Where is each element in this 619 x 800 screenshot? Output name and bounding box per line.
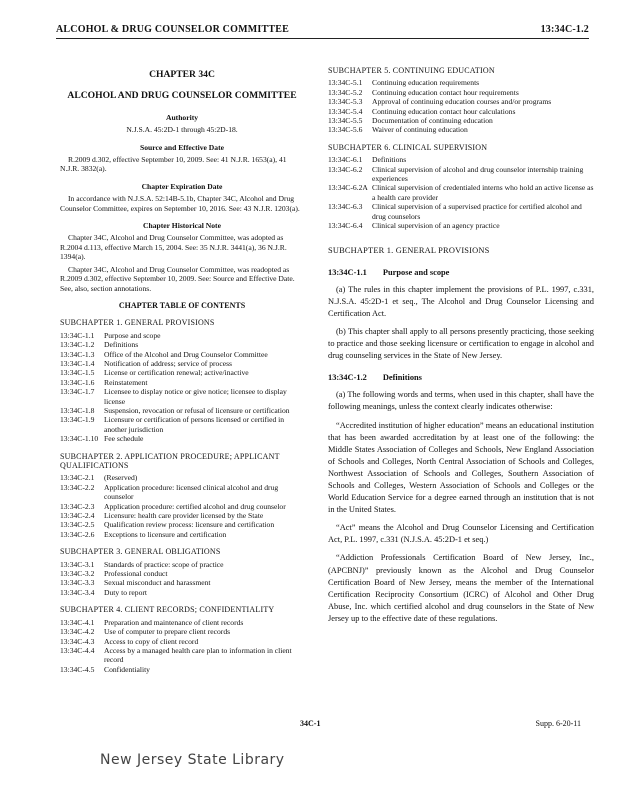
toc-entry-number: 13:34C-4.1	[60, 617, 95, 627]
toc-entry-title: Waiver of continuing education	[372, 125, 468, 135]
toc-entry-number: 13:34C-2.5	[60, 520, 95, 530]
subchapter-5-list	[328, 78, 594, 134]
definition-act: “Act” means the Alcohol and Drug Counselor Licensing and Certification Act, P.L. 1997, c.331 (N.J.S.A. 45:2D-1 et seq.)	[328, 523, 594, 545]
toc-entry-number: 13:34C-4.5	[60, 664, 95, 674]
subchapter-2-list	[60, 473, 304, 539]
toc-entry-title: Purpose and scope	[104, 330, 161, 340]
toc-entry	[328, 202, 594, 221]
toc-entry	[60, 340, 304, 349]
toc-entry-title: Confidentiality	[104, 664, 150, 674]
section-1-1-a: (a) The rules in this chapter implement the provisions of P.L. 1997, c.331, N.J.S.A. 45:2D-1 et seq., The Alcohol and Drug Counselor Licensing and Certification Act.	[328, 284, 594, 318]
header-title: ALCOHOL & DRUG COUNSELOR COMMITTEE	[56, 24, 289, 35]
toc-entry	[328, 116, 594, 125]
toc-entry	[328, 97, 594, 106]
subchapter-2-heading: SUBCHAPTER 2. APPLICATION PROCEDURE; APPLICANT QUALIFICATIONS	[60, 451, 280, 470]
section-1-2-heading	[328, 372, 594, 384]
toc-entry-number: 13:34C-2.3	[60, 501, 95, 511]
toc-entry	[60, 359, 304, 368]
toc-entry	[60, 502, 304, 511]
subchapter-1-heading: SUBCHAPTER 1. GENERAL PROVISIONS	[60, 318, 215, 328]
toc-entry	[60, 569, 304, 578]
header-section: 13:34C-1.2	[540, 24, 589, 35]
toc-entry-title: Clinical supervision of an agency practice	[372, 221, 500, 231]
toc-entry-title: License or certification renewal; active/inactive	[104, 368, 249, 378]
toc-entry	[60, 588, 304, 597]
supplement-date: Supp. 6-20-11	[535, 719, 581, 728]
toc-entry-number: 13:34C-6.2A	[328, 183, 368, 193]
toc-entry-number: 13:34C-1.8	[60, 405, 95, 415]
toc-entry	[60, 627, 304, 636]
toc-entry	[328, 107, 594, 116]
toc-entry	[60, 637, 304, 646]
toc-entry-title: Fee schedule	[104, 434, 144, 444]
toc-entry	[328, 183, 594, 202]
toc-entry	[60, 530, 304, 539]
section-1-2-title: Definitions	[382, 373, 422, 383]
expiration-heading: Chapter Expiration Date	[141, 181, 223, 191]
toc-entry	[60, 368, 304, 377]
subchapter-4-heading: SUBCHAPTER 4. CLIENT RECORDS; CONFIDENTIALITY	[60, 605, 275, 615]
toc-entry	[60, 665, 304, 674]
subchapter-1-list	[60, 331, 304, 444]
toc-entry-title: Preparation and maintenance of client records	[104, 617, 244, 627]
toc-entry-title: Approval of continuing education courses and/or programs	[372, 97, 552, 107]
toc-entry-number: 13:34C-4.3	[60, 636, 95, 646]
toc-entry	[60, 331, 304, 340]
toc-entry-title: Continuing education requirements	[372, 78, 480, 88]
toc-entry	[60, 578, 304, 587]
historical-note-heading: Chapter Historical Note	[143, 221, 221, 231]
right-column	[328, 66, 594, 628]
toc-entry	[328, 88, 594, 97]
toc-entry-title: Sexual misconduct and harassment	[104, 578, 211, 588]
toc-entry-number: 13:34C-5.6	[328, 125, 363, 135]
toc-entry-title: Suspension, revocation or refusal of licensure or certification	[104, 405, 290, 415]
toc-entry-title: Licensure: health care provider licensed by the State	[104, 511, 264, 521]
toc-entry	[60, 406, 304, 415]
toc-entry-title: Access by a managed health care plan to information in client record	[104, 645, 292, 665]
toc-entry	[328, 165, 594, 184]
toc-entry-title: Duty to report	[104, 587, 148, 597]
page-number: 34C-1	[300, 719, 321, 728]
section-1-1-heading	[328, 267, 594, 279]
toc-entry	[60, 618, 304, 627]
toc-entry-number: 13:34C-3.1	[60, 559, 95, 569]
authority-text: N.J.S.A. 45:2D-1 through 45:2D-18.	[126, 125, 238, 135]
toc-entry	[60, 378, 304, 387]
running-header	[56, 24, 589, 35]
toc-entry	[328, 125, 594, 134]
toc-entry-title: Licensure or certification of persons licensed or certified in another jurisdiction	[104, 415, 285, 434]
definition-accredited-institution: “Accredited institution of higher education” means an educational institution that has been awarded accreditation by at least one of the following: the Middle States Association of Colleges and Schools, New England Association of Schools and Colleges, North Central Association of Schools and Colleges, Northwest Association of Schools and Colleges, Southern Association of Schools and Colleges, Western Association of Schools and Colleges or the World Education Service for a degree earned through an institution that is not in the United States.	[328, 420, 594, 515]
toc-entry-number: 13:34C-4.2	[60, 627, 95, 637]
expiration-text: In accordance with N.J.S.A. 52:14B-5.1b, Chapter 34C, Alcohol and Drug Counselor Committee, expires on September 10, 2016. See: 43 N.J.R. 1203(a).	[60, 194, 300, 213]
toc-entry-number: 13:34C-5.3	[328, 97, 363, 107]
toc-entry	[60, 387, 304, 406]
toc-entry-number: 13:34C-1.2	[60, 340, 95, 350]
definition-apcbnj: “Addiction Professionals Certification Board of New Jersey, Inc., (APCBNJ)” previously known as the Alcohol and Drug Counselor Certification Board of New Jersey, means the member of the International Certification Reciprocity Consortium (ICRC) of Alcohol and Other Drug Abuse, Inc. which certified alcohol and drug counselors in the State of New Jersey up to the effective date of these regulations.	[328, 553, 594, 623]
toc-entry-title: Access to copy of client record	[104, 636, 199, 646]
toc-entry-title: Exceptions to licensure and certification	[104, 529, 227, 539]
subchapter-5-heading: SUBCHAPTER 5. CONTINUING EDUCATION	[328, 66, 495, 75]
historical-note-1: Chapter 34C, Alcohol and Drug Counselor Committee, was adopted as R.2004 d.113, effective March 15, 2004. See: 35 N.J.R. 3441(a), 36 N.J.R. 1394(a).	[60, 233, 287, 262]
toc-entry-title: Standards of practice: scope of practice	[104, 559, 224, 569]
library-watermark: New Jersey State Library	[100, 752, 285, 768]
toc-entry-number: 13:34C-5.4	[328, 106, 363, 116]
toc-entry-title: Application procedure: certified alcohol and drug counselor	[104, 501, 286, 511]
toc-entry-number: 13:34C-6.2	[328, 164, 363, 174]
toc-entry-title: Clinical supervision of a supervised practice for certified alcohol and drug counselors	[372, 202, 582, 221]
toc-entry	[60, 511, 304, 520]
toc-entry-number: 13:34C-1.5	[60, 368, 95, 378]
toc-entry-number: 13:34C-3.2	[60, 569, 95, 579]
toc-entry	[60, 520, 304, 529]
toc-entry-number: 13:34C-1.7	[60, 387, 95, 397]
toc-entry-title: Continuing education contact hour calculations	[372, 106, 516, 116]
chapter-number: CHAPTER 34C	[149, 69, 215, 80]
section-1-1-title: Purpose and scope	[382, 267, 450, 277]
toc-entry	[60, 350, 304, 359]
section-1-1-number: 13:34C-1.1	[328, 267, 367, 277]
toc-entry-number: 13:34C-6.4	[328, 221, 363, 231]
toc-entry	[60, 560, 304, 569]
toc-entry-title: Definitions	[104, 340, 139, 350]
toc-entry	[328, 78, 594, 87]
section-1-2-a: (a) The following words and terms, when used in this chapter, shall have the following meanings, unless the context clearly indicates otherwise:	[328, 390, 594, 412]
toc-entry-number: 13:34C-1.3	[60, 349, 95, 359]
subchapter-6-heading: SUBCHAPTER 6. CLINICAL SUPERVISION	[328, 142, 488, 152]
source-heading: Source and Effective Date	[139, 142, 224, 152]
toc-entry	[60, 473, 304, 482]
toc-entry-number: 13:34C-3.3	[60, 578, 95, 588]
toc-entry-title: Qualification review process: licensure and certification	[104, 520, 275, 530]
source-text: R.2009 d.302, effective September 10, 2009. See: 41 N.J.R. 1653(a), 41 N.J.R. 3832(a).	[60, 155, 287, 174]
toc-entry-title: Professional conduct	[104, 569, 168, 579]
toc-entry-number: 13:34C-5.1	[328, 78, 363, 88]
toc-entry-title: Notification of address; service of process	[104, 358, 232, 368]
toc-entry-number: 13:34C-1.10	[60, 434, 99, 444]
left-column	[60, 70, 304, 674]
toc-entry-number: 13:34C-1.4	[60, 358, 95, 368]
toc-entry	[60, 434, 304, 443]
toc-heading: CHAPTER TABLE OF CONTENTS	[118, 300, 246, 310]
subchapter-3-heading: SUBCHAPTER 3. GENERAL OBLIGATIONS	[60, 547, 221, 557]
toc-entry	[60, 646, 304, 665]
toc-entry-title: Application procedure: licensed clinical alcohol and drug counselor	[104, 482, 279, 502]
toc-entry	[60, 415, 304, 434]
toc-entry-number: 13:34C-6.1	[328, 155, 363, 165]
toc-entry-title: Clinical supervision of credentialed interns who hold an active license as a health care provider	[372, 183, 594, 202]
chapter-title: ALCOHOL AND DRUG COUNSELOR COMMITTEE	[67, 90, 297, 102]
toc-entry-title: Office of the Alcohol and Drug Counselor Committee	[104, 349, 268, 359]
toc-entry	[60, 483, 304, 502]
authority-heading: Authority	[165, 112, 199, 122]
toc-entry-number: 13:34C-2.2	[60, 482, 95, 492]
toc-entry-title: (Reserved)	[104, 473, 138, 483]
subchapter-3-list	[60, 560, 304, 598]
toc-entry-number: 13:34C-6.3	[328, 202, 363, 212]
toc-entry-number: 13:34C-2.6	[60, 529, 95, 539]
toc-entry-number: 13:34C-1.1	[60, 330, 95, 340]
toc-entry	[328, 155, 594, 164]
subchapter-6-list	[328, 155, 594, 230]
toc-entry-title: Documentation of continuing education	[372, 116, 493, 126]
toc-entry	[328, 221, 594, 230]
section-1-1-b: (b) This chapter shall apply to all persons presently practicing, those seeking to practice and those seeking licensure or certification to engage in alcohol and drug counseling services in the State of New Jersey.	[328, 326, 594, 361]
toc-entry-number: 13:34C-1.6	[60, 377, 95, 387]
toc-entry-number: 13:34C-3.4	[60, 587, 95, 597]
toc-entry-number: 13:34C-5.2	[328, 87, 363, 97]
toc-entry-title: Use of computer to prepare client records	[104, 627, 231, 637]
historical-note-2: Chapter 34C, Alcohol and Drug Counselor Committee, was readopted as R.2009 d.302, effective September 10, 2009. See: Source and Effective Date. See, also, section annotations.	[60, 264, 295, 293]
section-1-2-number: 13:34C-1.2	[328, 373, 367, 383]
header-rule	[56, 38, 589, 39]
toc-entry-title: Clinical supervision of alcohol and drug counselor internship training experiences	[372, 164, 584, 184]
toc-entry-number: 13:34C-2.1	[60, 473, 95, 483]
toc-entry-number: 13:34C-1.9	[60, 415, 95, 425]
subchapter-4-list	[60, 618, 304, 674]
toc-entry-title: Licensee to display notice or give notice; licensee to display license	[104, 387, 287, 406]
toc-entry-number: 13:34C-4.4	[60, 645, 95, 655]
toc-entry-title: Definitions	[372, 155, 407, 165]
subchapter-1-body-heading: SUBCHAPTER 1. GENERAL PROVISIONS	[328, 245, 490, 255]
toc-entry-number: 13:34C-2.4	[60, 511, 95, 521]
toc-entry-title: Continuing education contact hour requirements	[372, 87, 519, 97]
toc-entry-title: Reinstatement	[104, 377, 148, 387]
toc-entry-number: 13:34C-5.5	[328, 116, 363, 126]
